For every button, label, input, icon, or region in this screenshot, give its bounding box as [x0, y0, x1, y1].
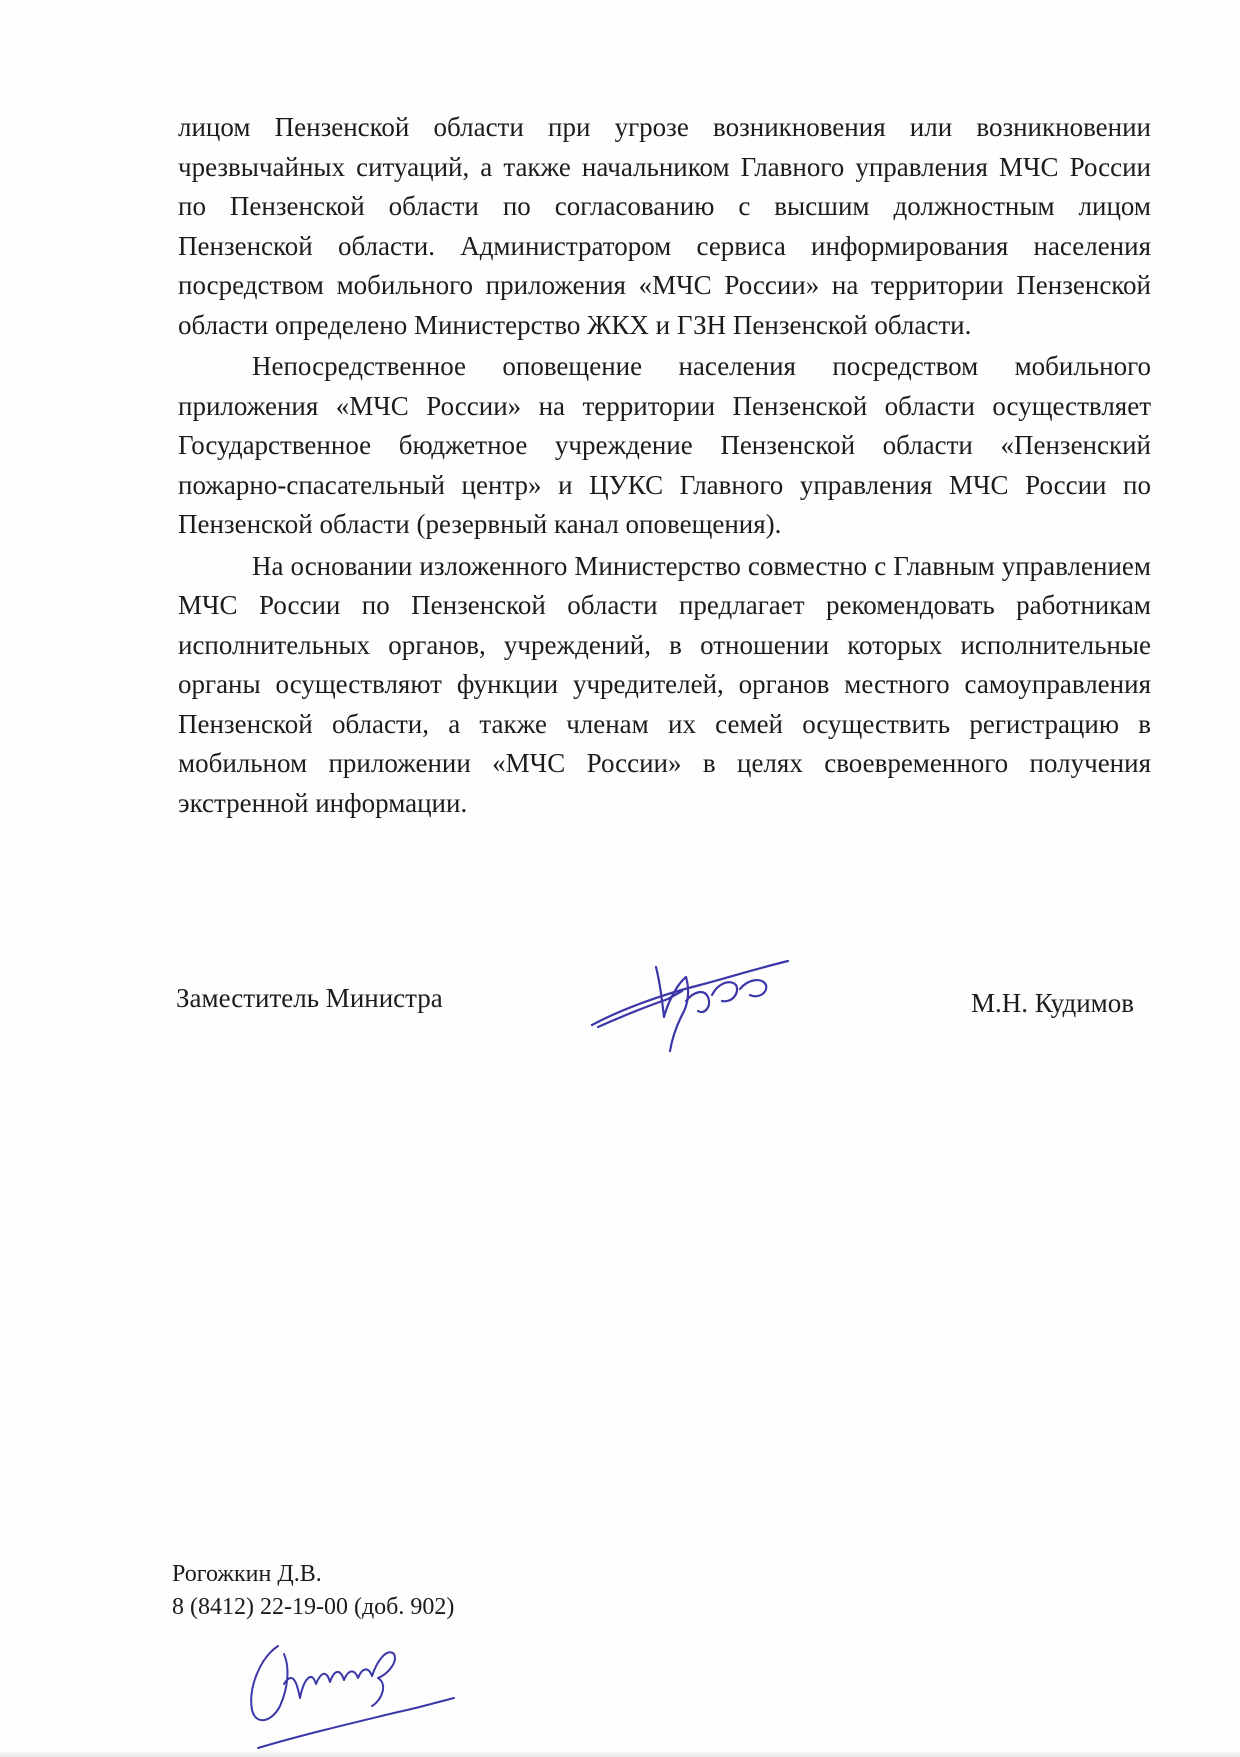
paragraph-continued: лицом Пензенской области при угрозе возникновения или возникновении чрезвычайных ситуаций, а также начальником Главного управления МЧС России по Пензенской области по согласованию с высшим должностным лицом Пензенской области. Администратором сервиса информирования населения посредством мобильного приложения «МЧС России» на территории Пензенской области определено Министерство ЖКХ и ГЗН Пензенской области. [178, 112, 1151, 340]
letter-body [178, 108, 1151, 823]
paragraph-notification: Непосредственное оповещение населения посредством мобильного приложения «МЧС России» на территории Пензенской области осуществляет Государственное бюджетное учреждение Пензенской области «Пензенский пожарно-спасательный центр» и ЦУКС Главного управления МЧС России по Пензенской области (резервный канал оповещения). [178, 351, 1151, 539]
signatory-name: М.Н. Кудимов [970, 988, 1134, 1018]
signatory-title: Заместитель Министра [176, 983, 443, 1013]
paragraph-recommendation: На основании изложенного Министерство совместно с Главным управлением МЧС России по Пензенской области предлагает рекомендовать работникам исполнительных органов, учреждений, в отношении которых исполнительные органы осуществляют функции учредителей, органов местного самоуправления Пензенской области, а также членам их семей осуществить регистрацию в мобильном приложении «МЧС России» в целях своевременного получения экстренной информации. [178, 550, 1151, 818]
executor-phone: 8 (8412) 22-19-00 (доб. 902) [172, 1594, 455, 1620]
executor-info [172, 1558, 454, 1624]
handwritten-initials [238, 1628, 458, 1752]
handwritten-signature [590, 955, 790, 1055]
scan-edge [0, 1751, 1240, 1757]
executor-name: Рогожкин Д.В. [172, 1561, 322, 1587]
